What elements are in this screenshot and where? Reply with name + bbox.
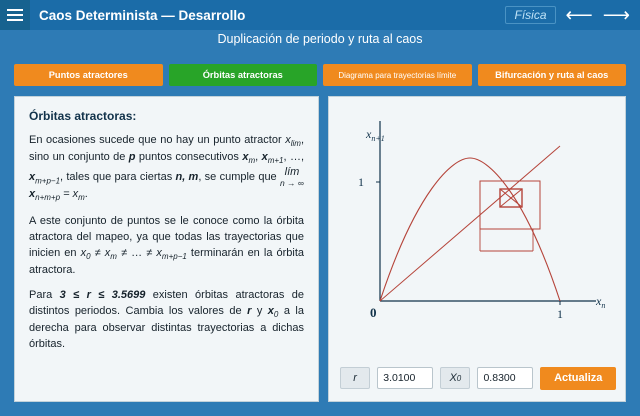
p3-x0: x (267, 305, 274, 318)
p3-text-a: Para (29, 289, 53, 302)
p1-list-xm1: x (261, 150, 268, 163)
p2-text-a: A este conjunto de puntos se le conoce como la órbita atractora del mapeo, ya que todas las trayectorias que inicien en (29, 214, 304, 259)
p2-neq2: ≠ … ≠ (121, 246, 153, 259)
p3-text-d: a la derecha para observar distintas trayectorias a dichas órbitas. (29, 305, 304, 351)
p2-xm: x (104, 246, 111, 259)
p1-lim-sub: n → ∞ (279, 177, 304, 188)
plot-svg (328, 96, 626, 346)
tab-bifurcacion-ruta-caos[interactable]: Bifurcación y ruta al caos (478, 64, 627, 86)
p1-list-sub3: m+p−1 (35, 175, 61, 185)
x0-input[interactable] (477, 367, 533, 389)
p1-list-xmp: x (29, 170, 36, 183)
p2-xm-sub: m (110, 251, 117, 261)
section-heading: Duplicación de periodo y ruta al caos (217, 32, 423, 46)
p1-xlim: x (285, 134, 291, 146)
title-bar (0, 0, 640, 30)
p1-limexpr-sub: n+m+p (35, 193, 61, 203)
p3-text-c: y (256, 305, 263, 318)
p1-eq-sub: m (78, 193, 85, 203)
update-button[interactable]: Actualiza (540, 367, 616, 390)
x-tick-label: 1 (557, 307, 563, 321)
p1-text-b: , sino un conjunto de (29, 134, 304, 163)
tab-bar (14, 64, 626, 86)
p1-list-sub1: m (248, 155, 256, 165)
p1-text-d: , tales que para ciertas (60, 170, 173, 183)
p2-x0: x (80, 246, 87, 259)
paragraph-1: En ocasiones sucede que no hay un punto atractor $x_{lim}$, sino un conjunto de p puntos consecutivos $x_m$, $x_{m+1}$, …, $x_{m+p-1}$, tales que para ciertas n, m, se cumple que lím n → ∞ $x_{n+m+p} = x_m$. (29, 134, 304, 203)
orbit-box-outer (480, 181, 540, 229)
p1-eq: = x (63, 188, 79, 201)
tab-diagrama-trayectorias-limite[interactable]: Diagrama para trayectorias límite (323, 64, 472, 86)
p1-list-sub2: m+1 (267, 155, 284, 165)
p1-lim-label: lím (284, 165, 300, 178)
arrow-left-icon[interactable]: ⟵ (565, 4, 593, 26)
y-axis-label: $x_{n+1}$ (366, 127, 385, 143)
p3-r: r (247, 305, 252, 318)
p1-text-e: , se cumple que (198, 170, 277, 183)
title-bar-right (505, 6, 640, 25)
identity-line (380, 146, 560, 301)
app-title: Caos Determinista — Desarrollo (39, 7, 246, 23)
tab-orbitas-atractoras[interactable]: Órbitas atractoras (169, 64, 318, 86)
content-heading: Órbitas atractoras: (29, 109, 137, 123)
paragraph-2 (29, 214, 304, 279)
p3-x0-sub: 0 (273, 310, 279, 320)
p1-text-c: puntos consecutivos (138, 150, 239, 163)
p2-x0-sub: 0 (86, 251, 91, 261)
y-tick-label: 1 (358, 175, 364, 189)
x-axis-label: $x_n$ (596, 294, 606, 310)
p3-text-b: existen órbitas atractoras de distintos periodos. Cambia los valores de (29, 289, 304, 318)
p3-range: 3 ≤ r ≤ 3.5699 (59, 289, 146, 302)
r-label: r (340, 367, 370, 389)
x0-label: X 0 (440, 367, 470, 389)
p1-end: . (84, 188, 88, 201)
p1-p: p (128, 150, 136, 163)
hamburger-menu-icon[interactable] (0, 0, 30, 30)
p1-limexpr: x (29, 188, 36, 201)
subject-tag[interactable]: Física (505, 6, 555, 24)
text-panel (14, 96, 319, 402)
p2-xmp-sub: m+p−1 (161, 251, 187, 261)
p1-list-xm: x (242, 150, 249, 163)
arrow-right-icon[interactable]: ⟶ (602, 4, 630, 26)
tab-puntos-atractores[interactable]: Puntos atractores (14, 64, 163, 86)
controls-bar (340, 366, 616, 390)
p2-neq1: ≠ (94, 246, 101, 259)
origin-label: 0 (370, 305, 377, 320)
p2-text-b: terminarán en la órbita atractora. (29, 246, 305, 276)
logistic-map-plot (328, 96, 626, 346)
paragraph-3 (29, 288, 304, 353)
p1-limit (280, 167, 304, 188)
p1-xlim-sub: lim (290, 139, 301, 149)
p2-xmp: x (156, 246, 162, 259)
p1-text-a: En ocasiones sucede que no hay un punto atractor (29, 134, 282, 146)
p1-list-3: , …, (283, 150, 304, 163)
p1-nm: n, m (175, 170, 199, 183)
r-input[interactable] (377, 367, 433, 389)
